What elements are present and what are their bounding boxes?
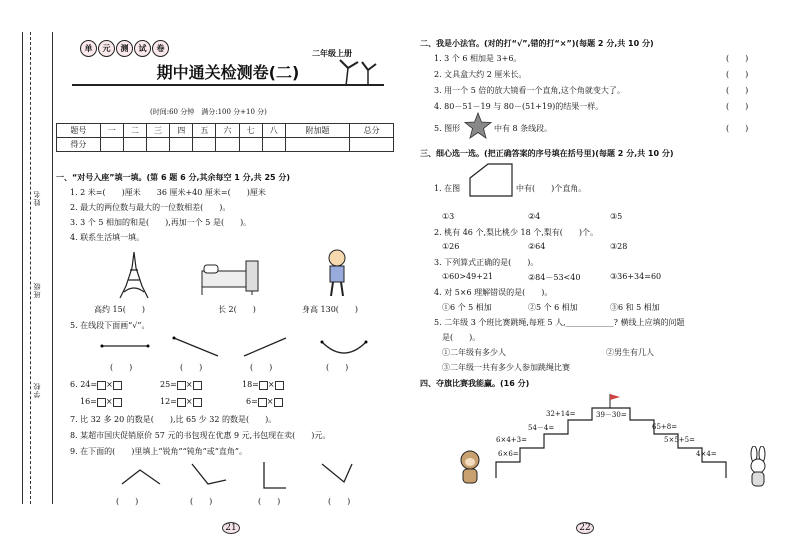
score-cell[interactable] (285, 138, 349, 152)
stair-problem: 5×5+5= (664, 436, 695, 444)
house-shape-icon (468, 162, 514, 198)
q9-answer-paren: ( ) (258, 497, 281, 506)
q4-label-bed: 长 2( ) (218, 305, 256, 314)
judge-item-5-tail: 中有 8 条线段。 (494, 124, 553, 133)
score-header: 附加题 (285, 124, 349, 138)
badge-char: 试 (134, 40, 151, 57)
q6-expr-left: 24= (80, 380, 98, 389)
choice-5-cont: 是( )。 (442, 333, 481, 342)
stair-problem: 4×4= (696, 450, 717, 458)
choice-2: 2. 桃有 46 个,梨比桃少 18 个,梨有( )个。 (434, 228, 599, 237)
answer-box[interactable] (177, 398, 186, 407)
choice-option[interactable]: ①二年级有多少人 (442, 348, 506, 357)
q6-expr-right: 18= (242, 380, 259, 389)
binding-line (52, 32, 53, 504)
judge-answer-paren[interactable]: ( ) (726, 124, 749, 133)
score-header: 五 (193, 124, 216, 138)
answer-box[interactable] (113, 398, 122, 407)
eiffel-tower-icon (116, 250, 152, 300)
section-3-heading: 三、细心选一选。(把正确答案的序号填在括号里)(每题 2 分,共 10 分) (420, 149, 674, 158)
score-header: 总分 (350, 124, 394, 138)
question-6-row-2: 16= × (80, 397, 122, 407)
score-cell[interactable] (123, 138, 146, 152)
score-header: 八 (262, 124, 285, 138)
choice-option[interactable]: ③二年级一共有多少人参加跳绳比赛 (442, 363, 570, 372)
star-shape-icon (464, 112, 492, 140)
stair-problem: 54－4= (528, 424, 555, 432)
name-label: 姓名 (33, 190, 41, 206)
answer-box[interactable] (275, 381, 284, 390)
question-6-row-2c: 6= × (246, 397, 283, 407)
time-and-score: (时间:60 分钟 满分:100 分+10 分) (150, 108, 267, 116)
answer-box[interactable] (274, 398, 283, 407)
choice-option[interactable]: ③28 (610, 242, 628, 251)
answer-box[interactable] (259, 381, 268, 390)
judge-item: 4. 80－51－19 与 80－(51+19)的结果一样。 (434, 102, 604, 111)
score-header: 二 (123, 124, 146, 138)
binding-strip (8, 32, 60, 504)
answer-box[interactable] (193, 381, 202, 390)
judge-answer-paren[interactable]: ( ) (726, 102, 749, 111)
section-4-heading: 四、夺旗比赛我能赢。(16 分) (420, 379, 530, 388)
choice-option[interactable]: ①26 (442, 242, 460, 251)
choice-option[interactable]: ②男生有几人 (606, 348, 654, 357)
stair-problem: 32+14= (546, 410, 576, 418)
monkey-icon (454, 448, 486, 490)
answer-box[interactable] (177, 381, 186, 390)
answer-box[interactable] (193, 398, 202, 407)
q9-answer-paren: ( ) (116, 497, 139, 506)
choice-option[interactable]: ②64 (528, 242, 546, 251)
answer-box[interactable] (258, 398, 267, 407)
stair-problem: 65+8= (652, 423, 678, 431)
stair-problem: 6×6= (498, 450, 519, 458)
q5-answer-paren: ( ) (180, 363, 203, 372)
q5-answer-paren: ( ) (326, 363, 349, 372)
choice-option[interactable]: ③5 (610, 212, 623, 221)
choice-option[interactable]: ③36+34=60 (610, 272, 662, 281)
question-4: 4. 联系生活填一填。 (70, 233, 145, 242)
unit-test-badge (80, 40, 180, 58)
score-table (56, 123, 394, 152)
choice-1: 1. 在图 (434, 184, 461, 193)
class-label: 班级 (33, 282, 41, 298)
score-cell[interactable] (239, 138, 262, 152)
choice-option[interactable]: ②5 个 6 相加 (528, 303, 578, 312)
judge-answer-paren[interactable]: ( ) (726, 86, 749, 95)
score-header: 题号 (57, 124, 101, 138)
choice-1-tail: 中有( )个直角。 (516, 184, 587, 193)
section-1-heading: 一、“对号入座”填一填。(第 6 题 6 分,其余每空 1 分,共 25 分) (56, 173, 291, 182)
badge-char: 卷 (152, 40, 169, 57)
section-2-heading: 二、我是小法官。(对的打“√”,错的打“×”)(每题 2 分,共 10 分) (420, 39, 654, 48)
badge-char: 元 (98, 40, 115, 57)
score-cell[interactable] (147, 138, 170, 152)
question-9: 9. 在下面的( )里填上“锐角”“钝角”或“直角”。 (70, 447, 247, 456)
score-cell[interactable] (262, 138, 285, 152)
score-cell[interactable] (216, 138, 239, 152)
choice-5: 5. 二年级 3 个班比赛跳绳,每班 5 人,____________? 横线上应填的问题 (434, 318, 685, 327)
choice-option[interactable]: ①3 (442, 212, 455, 221)
question-8: 8. 某超市国庆促销原价 57 元的书包现在优惠 9 元,书包现在卖( )元。 (70, 431, 331, 440)
page-number: 22 (576, 522, 594, 534)
badge-char: 单 (80, 40, 97, 57)
choice-3: 3. 下列算式正确的是( )。 (434, 258, 539, 267)
binding-line (22, 32, 23, 504)
right-page (400, 0, 794, 558)
answer-box[interactable] (97, 381, 106, 390)
badge-char: 测 (116, 40, 133, 57)
bed-icon (198, 255, 262, 297)
score-cell[interactable] (100, 138, 123, 152)
line-figures (96, 334, 376, 362)
angle-figures (116, 460, 366, 496)
q9-answer-paren: ( ) (190, 497, 213, 506)
child-icon (322, 248, 352, 300)
question-6-row-1b: 25= × (160, 380, 202, 390)
score-cell[interactable] (193, 138, 216, 152)
q6-expr-mid: 12= (160, 397, 177, 406)
school-label: 学校 (33, 382, 41, 398)
stair-problem: 6×4+3= (496, 436, 527, 444)
score-header: 一 (100, 124, 123, 138)
score-cell[interactable] (170, 138, 193, 152)
score-cell[interactable] (350, 138, 394, 152)
judge-answer-paren[interactable]: ( ) (726, 54, 749, 63)
question-6-row-1c: 18= × (242, 380, 284, 390)
score-row-label: 得分 (57, 138, 101, 152)
q6-expr-mid: 25= (160, 380, 177, 389)
q6-expr-right: 6= (246, 397, 258, 406)
judge-item: 2. 文具盒大约 2 厘米长。 (434, 70, 527, 79)
question-2: 2. 最大的两位数与最大的一位数相差( )。 (70, 203, 231, 212)
judge-item: 3. 用一个 5 倍的放大镜看一个直角,这个角就变大了。 (434, 86, 625, 95)
question-6-row-2b: 12= × (160, 397, 202, 407)
choice-option[interactable]: ②84－53<40 (528, 273, 581, 282)
stair-problem: 39－30= (596, 411, 627, 419)
page-number: 21 (222, 522, 240, 534)
binding-line (30, 32, 31, 504)
question-5: 5. 在线段下面画“√”。 (70, 321, 150, 330)
exam-title: 期中通关检测卷(二) (72, 60, 384, 86)
grade-label: 二年级上册 (312, 49, 352, 58)
question-3: 3. 3 个 5 相加的和是( ),再加一个 5 是( )。 (70, 218, 252, 227)
score-header: 三 (147, 124, 170, 138)
q6-expr-left: 16= (80, 397, 97, 406)
q5-answer-paren: ( ) (250, 363, 273, 372)
score-header: 四 (170, 124, 193, 138)
judge-item: 1. 3 个 6 相加是 3+6。 (434, 54, 522, 63)
q5-answer-paren: ( ) (110, 363, 133, 372)
choice-option[interactable]: ①60>49+21 (442, 272, 494, 281)
choice-4: 4. 对 5×6 理解错误的是( )。 (434, 288, 553, 297)
question-1: 1. 2 米=( )厘米 36 厘米+40 厘米=( )厘米 (70, 188, 266, 197)
q4-label-child: 身高 130( ) (302, 305, 359, 314)
judge-item: 5. 图形 (434, 124, 461, 133)
score-header: 七 (239, 124, 262, 138)
choice-option[interactable]: ②4 (528, 212, 541, 221)
rabbit-icon (744, 446, 772, 490)
choice-option[interactable]: ①6 个 5 相加 (442, 303, 492, 312)
question-6-row-1: 6. 24= × (70, 380, 122, 390)
answer-box[interactable] (97, 398, 106, 407)
judge-answer-paren[interactable]: ( ) (726, 70, 749, 79)
answer-box[interactable] (113, 381, 122, 390)
choice-option[interactable]: ③6 和 5 相加 (610, 303, 660, 312)
q9-answer-paren: ( ) (328, 497, 351, 506)
q4-label-tower: 高约 15( ) (94, 305, 145, 314)
score-header: 六 (216, 124, 239, 138)
question-7: 7. 比 32 多 20 的数是( ),比 65 少 32 的数是( )。 (70, 415, 277, 424)
